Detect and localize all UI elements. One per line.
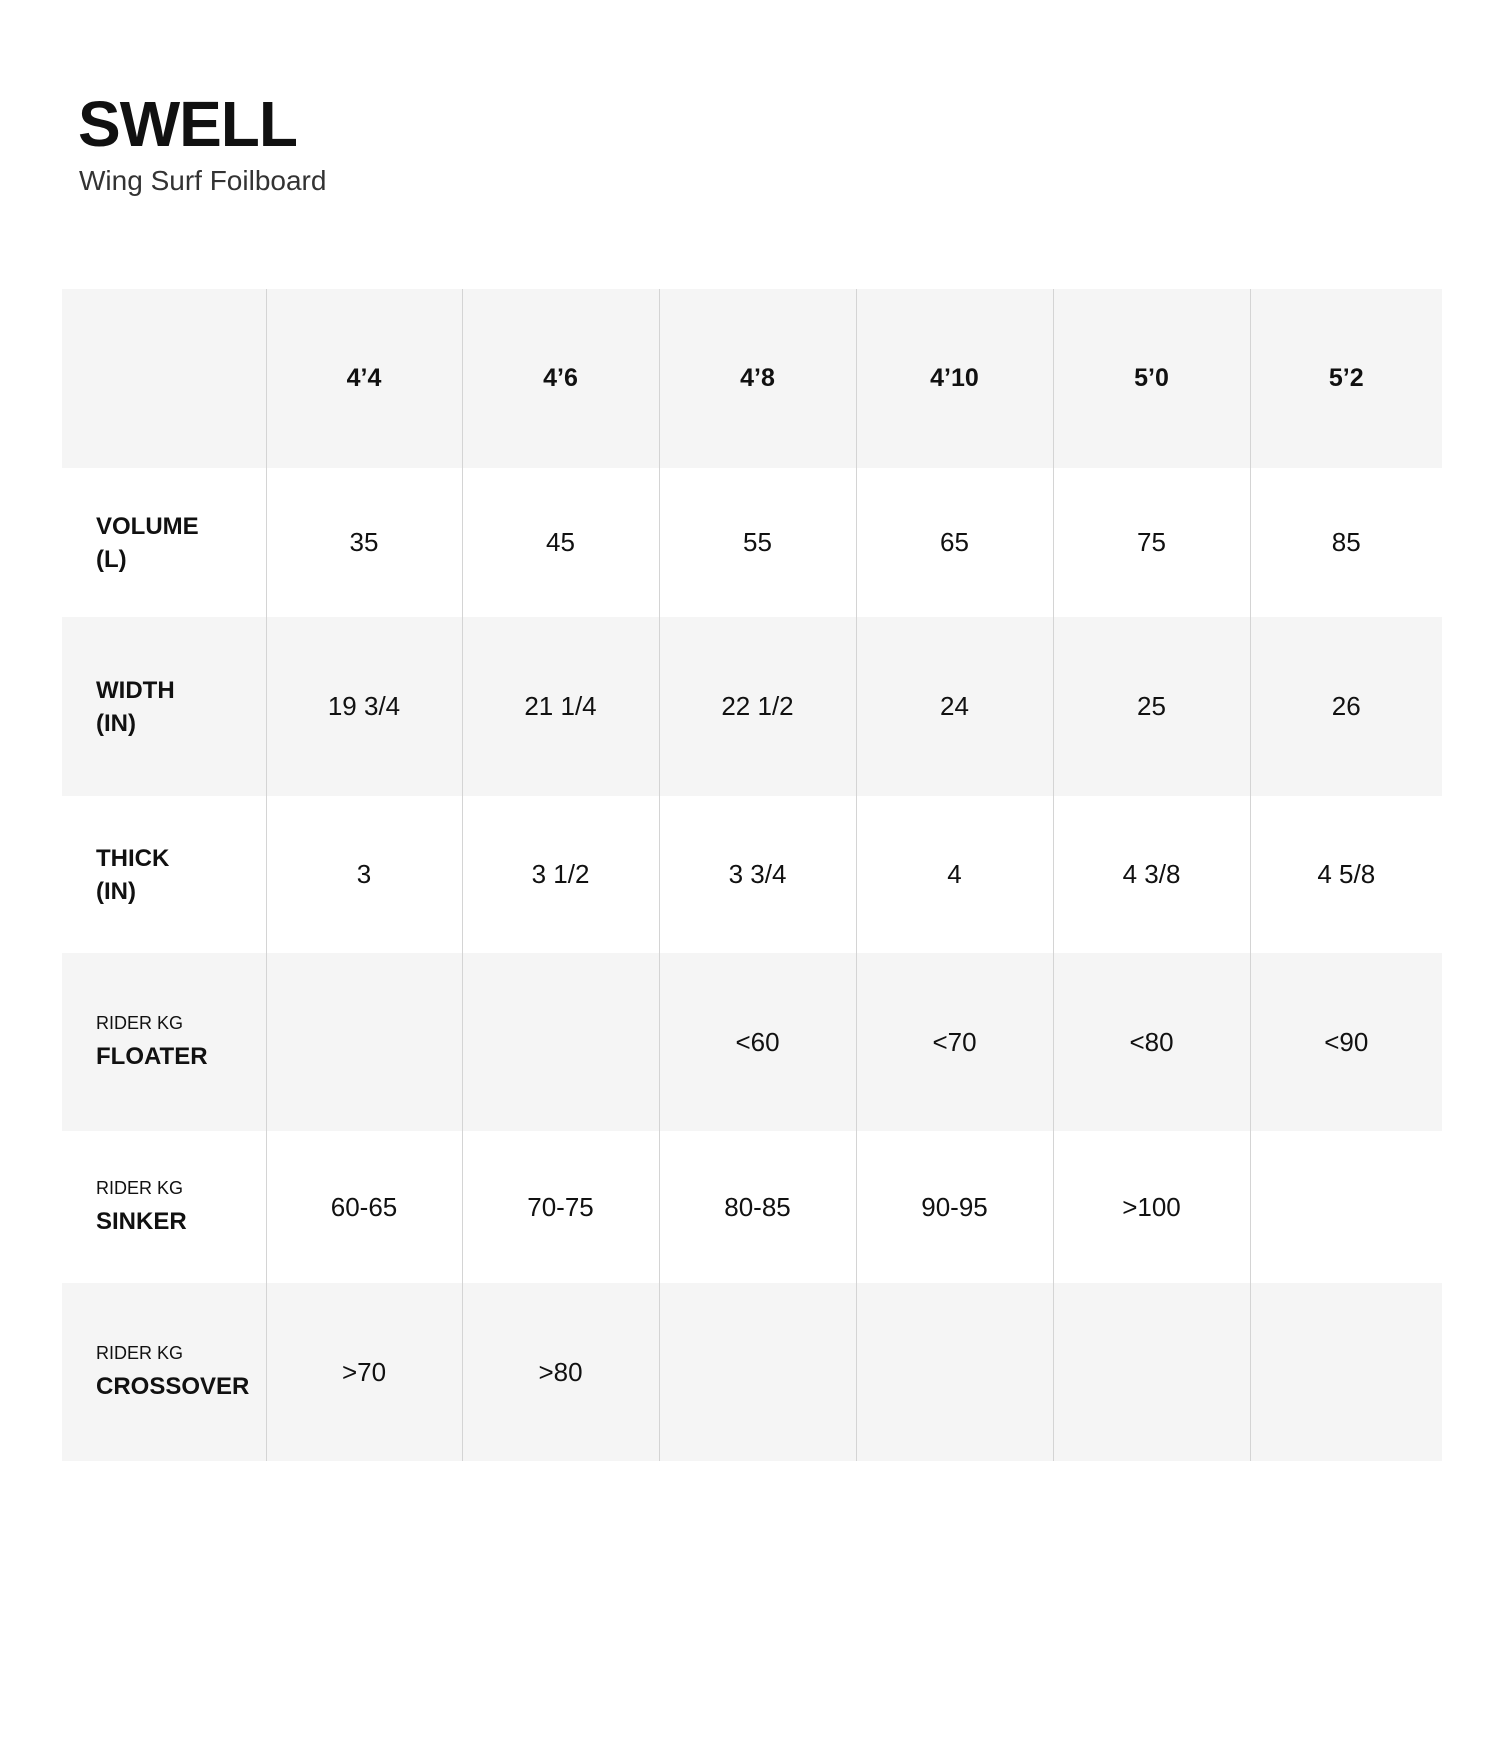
size-header: 4’8 [659, 289, 856, 468]
table-cell: 3 3/4 [659, 796, 856, 953]
row-label: THICK (IN) [96, 844, 170, 905]
table-cell: 25 [1053, 617, 1250, 796]
row-label-cell [62, 953, 266, 1131]
table-cell [1250, 1131, 1442, 1283]
table-cell: 24 [856, 617, 1053, 796]
table-row-floater [62, 953, 1442, 1131]
table-cell: <60 [659, 953, 856, 1131]
table-cell [856, 1283, 1053, 1461]
table-cell: 85 [1250, 468, 1442, 617]
table-cell: <70 [856, 953, 1053, 1131]
table-cell: 19 3/4 [266, 617, 462, 796]
size-header: 4’6 [462, 289, 659, 468]
table-row-volume [62, 468, 1442, 617]
row-pre-label: RIDER KG [96, 1177, 184, 1198]
table-cell: 90-95 [856, 1131, 1053, 1283]
table-cell: 60-65 [266, 1131, 462, 1283]
size-header: 5’0 [1053, 289, 1250, 468]
table-cell: 55 [659, 468, 856, 617]
table-cell: 4 [856, 796, 1053, 953]
table-row-thick [62, 796, 1442, 953]
table-cell: 3 1/2 [462, 796, 659, 953]
table-row-sinker [62, 1131, 1442, 1283]
row-label-cell [62, 617, 266, 796]
page-title: SWELL [78, 88, 297, 160]
table-cell: 4 3/8 [1053, 796, 1250, 953]
table-cell: 80-85 [659, 1131, 856, 1283]
row-label: CROSSOVER [96, 1372, 250, 1400]
table-cell [1250, 1283, 1442, 1461]
table-cell: <90 [1250, 953, 1442, 1131]
table-cell: 70-75 [462, 1131, 659, 1283]
table-header-row [62, 289, 1442, 468]
table-cell: 22 1/2 [659, 617, 856, 796]
header-corner-cell [62, 289, 266, 468]
table-cell [462, 953, 659, 1131]
table-cell: 45 [462, 468, 659, 617]
table-cell: 26 [1250, 617, 1442, 796]
row-label: FLOATER [96, 1042, 208, 1070]
table-cell: 75 [1053, 468, 1250, 617]
row-label: SINKER [96, 1207, 187, 1235]
table-cell [1053, 1283, 1250, 1461]
size-header: 4’10 [856, 289, 1053, 468]
size-spec-table [62, 289, 1442, 1461]
table-cell [266, 953, 462, 1131]
row-label-cell [62, 1283, 266, 1461]
page-subtitle: Wing Surf Foilboard [79, 165, 327, 196]
table-row-crossover [62, 1283, 1442, 1461]
size-header: 5’2 [1250, 289, 1442, 468]
table-cell: 4 5/8 [1250, 796, 1442, 953]
table-cell: >80 [462, 1283, 659, 1461]
table-cell: 21 1/4 [462, 617, 659, 796]
table-row-width [62, 617, 1442, 796]
table-cell [659, 1283, 856, 1461]
row-label: VOLUME (L) [96, 512, 199, 573]
table-cell: <80 [1053, 953, 1250, 1131]
table-cell: 65 [856, 468, 1053, 617]
row-pre-label: RIDER KG [96, 1012, 184, 1033]
table-cell: >100 [1053, 1131, 1250, 1283]
row-label-cell [62, 1131, 266, 1283]
table-cell: 35 [266, 468, 462, 617]
row-pre-label: RIDER KG [96, 1342, 184, 1363]
row-label-cell [62, 796, 266, 953]
table-cell: >70 [266, 1283, 462, 1461]
row-label-cell [62, 468, 266, 617]
size-header: 4’4 [266, 289, 462, 468]
table-cell: 3 [266, 796, 462, 953]
row-label: WIDTH (IN) [96, 676, 175, 737]
